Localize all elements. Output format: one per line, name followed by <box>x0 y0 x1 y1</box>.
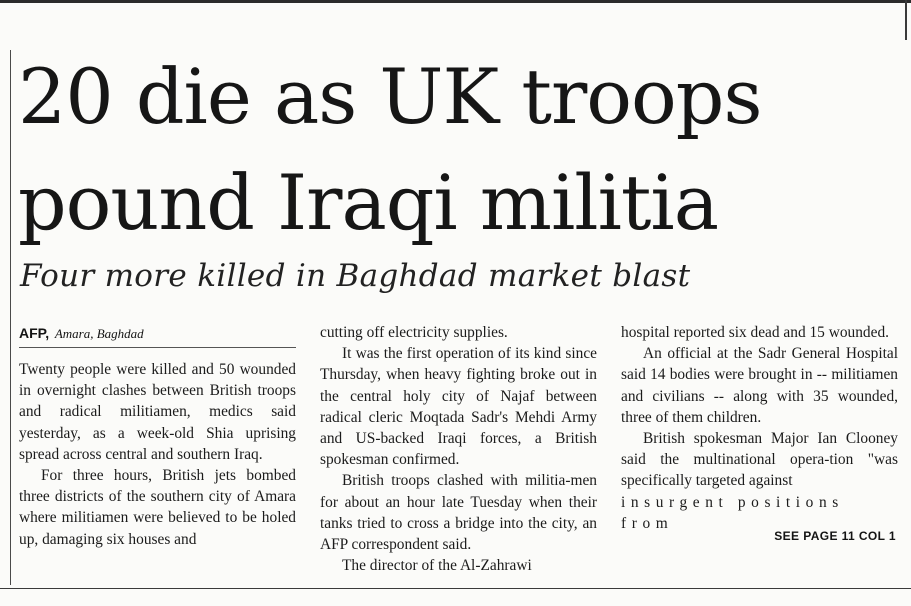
paragraph: British troops clashed with militia-men for about an hour late Tuesday when their tanks tried to cross a bridge into the city, an AFP correspondent said. <box>320 472 597 554</box>
continuation-link[interactable]: SEE PAGE 11 COL 1 <box>774 529 896 543</box>
byline-agency: AFP, <box>19 325 50 341</box>
article-column-2 <box>320 322 597 576</box>
paragraph: insurgent positions from <box>621 493 844 532</box>
bottom-rule <box>0 588 911 589</box>
article-column-3 <box>621 322 898 534</box>
byline-location: Amara, Baghdad <box>54 326 144 341</box>
right-rule <box>905 0 907 40</box>
headline-line-2: pound Iraqi militia <box>18 158 719 247</box>
paragraph: hospital reported six dead and 15 wounded. <box>621 324 889 341</box>
paragraph: For three hours, British jets bombed three districts of the southern city of Amara where militiamen were believed to be holed up, damaging six houses and <box>19 467 296 548</box>
byline <box>19 323 296 344</box>
subheadline: Four more killed in Baghdad market blast <box>20 258 691 294</box>
paragraph: The director of the Al-Zahrawi <box>342 557 532 575</box>
headline-line-1: 20 die as UK troops <box>18 52 762 141</box>
article-column-1 <box>19 359 296 550</box>
paragraph: An official at the Sadr General Hospital said 14 bodies were brought in -- militiamen and civilians -- along with 35 wounded, three of them children. <box>621 345 898 426</box>
paragraph: British spokesman Major Ian Clooney said the multinational opera-tion "was specifically targeted against <box>621 430 898 490</box>
paragraph: cutting off electricity supplies. <box>320 324 508 341</box>
byline-rule <box>19 347 296 348</box>
paragraph: It was the first operation of its kind since Thursday, when heavy fighting broke out in the central holy city of Najaf between radical cleric Moqtada Sadr's Mehdi Army and US-backed Iraqi forces, a British spokesman confirmed. <box>320 345 597 469</box>
left-column-rule <box>10 50 11 585</box>
top-rule <box>0 0 911 3</box>
paragraph: Twenty people were killed and 50 wounded in overnight clashes between British troops and radical militiamen, medics said yesterday, as a week-old Shia uprising spread across central and southern Iraq. <box>19 361 296 463</box>
headline <box>18 44 898 256</box>
